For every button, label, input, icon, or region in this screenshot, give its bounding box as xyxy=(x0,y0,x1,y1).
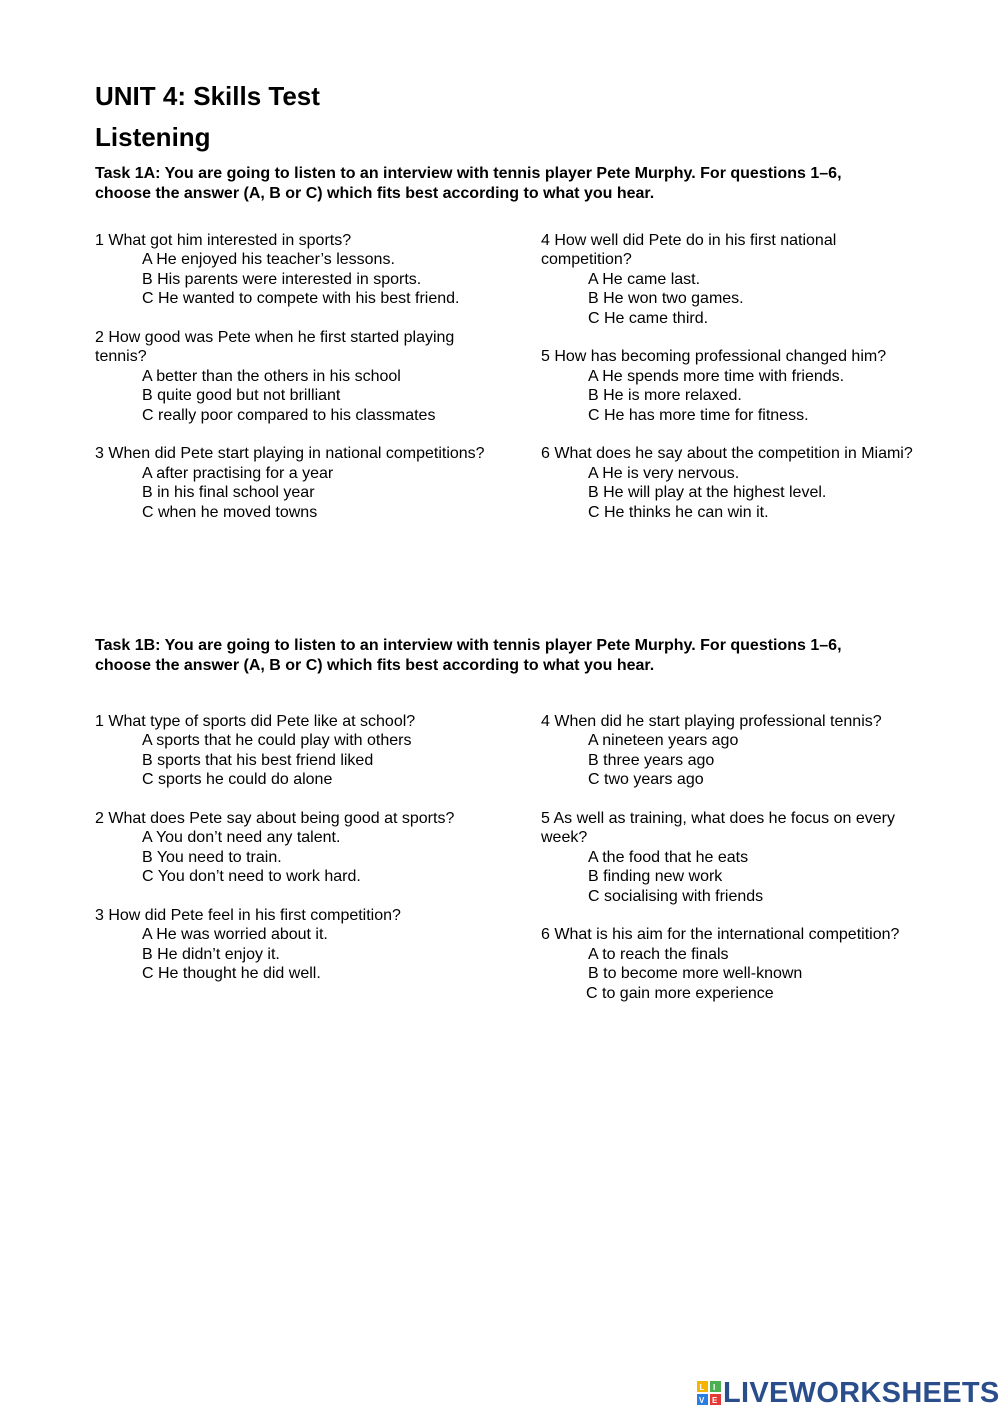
unit-title: UNIT 4: Skills Test xyxy=(95,81,320,111)
answer-option-c: C He has more time for fitness. xyxy=(588,406,809,424)
question-text: 6 What is his aim for the international competition? xyxy=(541,926,900,944)
liveworksheets-logo-icon xyxy=(697,1381,721,1405)
svg-text:E: E xyxy=(712,1396,718,1405)
task-1a-left-column xyxy=(95,231,495,522)
answer-option-b: B to become more well-known xyxy=(588,965,803,983)
task-1a-right-column xyxy=(541,231,921,522)
question-block xyxy=(95,712,495,790)
answer-option-b: B finding new work xyxy=(588,868,723,886)
task-1a-instructions: Task 1A: You are going to listen to an interview with tennis player Pete Murphy. For questions 1–6, choose the answer (A, B or C) which fits best according to what you hear. xyxy=(95,165,842,202)
answer-option-a: A He enjoyed his teacher’s lessons. xyxy=(142,251,395,269)
answer-option-c: C to gain more experience xyxy=(586,984,774,1002)
question-block xyxy=(95,231,495,309)
answer-option-a: A to reach the finals xyxy=(588,945,729,963)
answer-option-c: C He thought he did well. xyxy=(142,965,321,983)
question-text: 5 As well as training, what does he focus on every week? xyxy=(541,810,895,847)
svg-text:I: I xyxy=(713,1383,716,1392)
answer-option-c: C socialising with friends xyxy=(588,887,764,905)
question-block xyxy=(541,347,921,425)
question-block xyxy=(95,328,495,425)
answer-option-a: A sports that he could play with others xyxy=(142,732,412,750)
answer-option-a: A He is very nervous. xyxy=(588,464,740,482)
answer-option-b: B He won two games. xyxy=(588,290,744,308)
question-block xyxy=(541,444,921,522)
liveworksheets-logo-text: LIVEWORKSHEETS xyxy=(723,1377,1000,1409)
answer-option-c: C He wanted to compete with his best friend. xyxy=(142,290,460,308)
answer-option-c: C sports he could do alone xyxy=(142,771,333,789)
question-text: 1 What got him interested in sports? xyxy=(95,232,352,249)
question-text: 3 When did Pete start playing in national competitions? xyxy=(95,445,485,463)
question-text: 6 What does he say about the competition in Miami? xyxy=(541,445,913,463)
question-text: 4 When did he start playing professional tennis? xyxy=(541,713,882,730)
svg-text:L: L xyxy=(699,1383,705,1392)
task-1b-left-column xyxy=(95,712,495,984)
question-text: 5 How has becoming professional changed him? xyxy=(541,348,887,366)
answer-option-b: B He is more relaxed. xyxy=(588,387,742,405)
answer-option-a: A after practising for a year xyxy=(142,464,334,482)
answer-option-a: A You don’t need any talent. xyxy=(142,829,341,847)
question-text: 2 How good was Pete when he first started playing tennis? xyxy=(95,329,455,366)
answer-option-c: C when he moved towns xyxy=(142,503,318,521)
answer-option-b: B His parents were interested in sports. xyxy=(142,270,422,288)
answer-option-c: C He thinks he can win it. xyxy=(588,503,769,521)
liveworksheets-logo[interactable] xyxy=(697,1376,1000,1410)
task-1b-instructions: Task 1B: You are going to listen to an interview with tennis player Pete Murphy. For questions 1–6, choose the answer (A, B or C) which fits best according to what you hear. xyxy=(95,637,842,674)
answer-option-b: B You need to train. xyxy=(142,848,282,866)
svg-text:V: V xyxy=(699,1396,705,1405)
task-1b-right-column xyxy=(541,712,926,1003)
question-block xyxy=(541,231,921,328)
answer-option-b: B He didn’t enjoy it. xyxy=(142,945,280,963)
question-text: 2 What does Pete say about being good at sports? xyxy=(95,810,455,828)
question-block xyxy=(95,906,495,984)
answer-option-c: C He came third. xyxy=(588,309,709,327)
answer-option-b: B quite good but not brilliant xyxy=(142,387,341,405)
answer-option-a: A better than the others in his school xyxy=(142,367,401,385)
answer-option-a: A He was worried about it. xyxy=(142,926,328,944)
question-block xyxy=(95,444,495,522)
answer-option-a: A nineteen years ago xyxy=(588,732,739,750)
section-title: Listening xyxy=(95,122,211,152)
question-block xyxy=(541,925,926,1003)
answer-option-a: A He came last. xyxy=(588,270,701,288)
question-block xyxy=(541,712,926,790)
answer-option-a: A the food that he eats xyxy=(588,848,749,866)
answer-option-c: C You don’t need to work hard. xyxy=(142,868,361,886)
question-block xyxy=(95,809,495,887)
answer-option-a: A He spends more time with friends. xyxy=(588,367,845,385)
answer-option-b: B sports that his best friend liked xyxy=(142,751,374,769)
answer-option-c: C two years ago xyxy=(588,771,704,789)
answer-option-c: C really poor compared to his classmates xyxy=(142,406,436,424)
question-text: 1 What type of sports did Pete like at school? xyxy=(95,713,416,730)
answer-option-b: B three years ago xyxy=(588,751,715,769)
question-text: 3 How did Pete feel in his first competition? xyxy=(95,907,401,925)
answer-option-b: B in his final school year xyxy=(142,484,315,502)
question-block xyxy=(541,809,926,906)
answer-option-b: B He will play at the highest level. xyxy=(588,484,827,502)
question-text: 4 How well did Pete do in his first national competition? xyxy=(541,232,837,269)
